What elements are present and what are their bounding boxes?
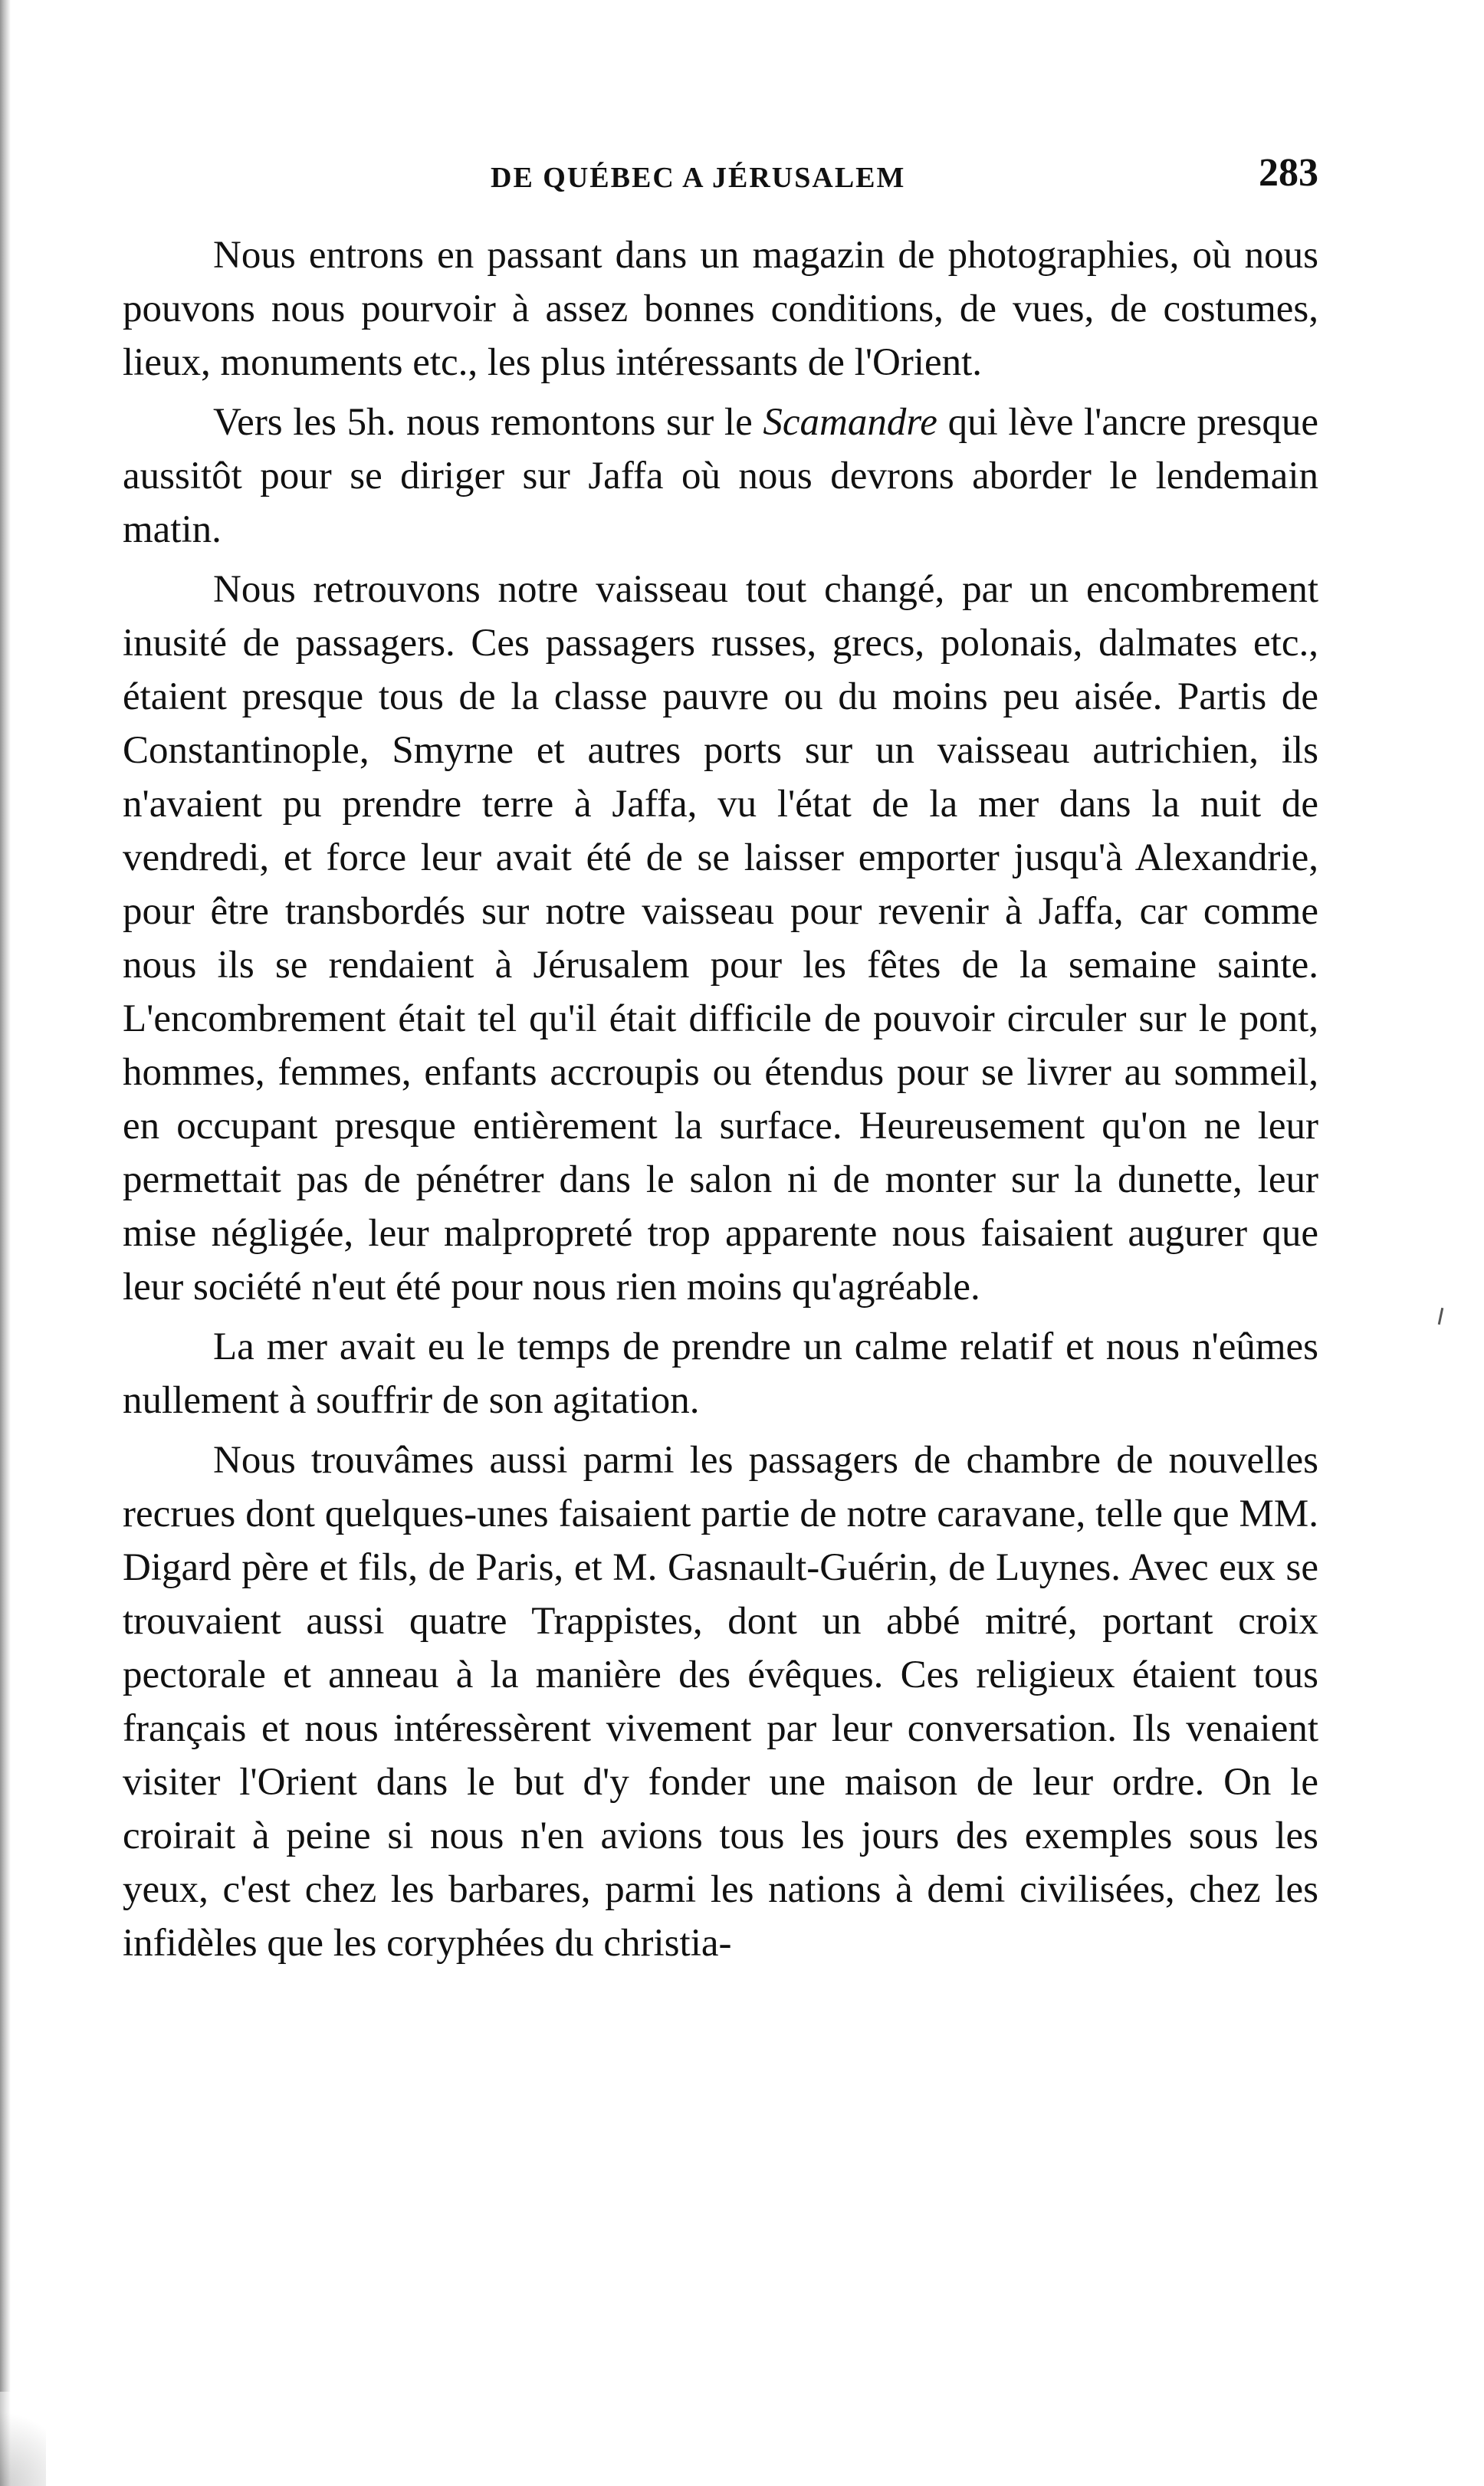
page-number: 283 <box>1259 151 1318 195</box>
paragraph: La mer avait eu le temps de prendre un calme relatif et nous n'eûmes nullement à souffrir de son agitation. <box>123 1325 1318 1422</box>
paragraph: Nous entrons en passant dans un magazin de photographies, où nous pouvons nous pourvoir à assez bonnes conditions, de vues, de costumes, lieux, monuments etc., les plus intéressants de l'Orient. <box>123 234 1318 384</box>
paragraph: Nous trouvâmes aussi parmi les passagers de chambre de nouvelles recrues dont quelques-unes faisaient partie de notre caravane, telle que MM. Digard père et fils, de Paris, et M. Gasnault-Guérin, de Luynes. Avec eux se trouvaient aussi quatre Trappistes, dont un abbé mitré, portant croix pectorale et anneau à la manière des évêques. Ces religieux étaient tous français et nous intéressèrent vivement par leur conversation. Ils venaient visiter l'Orient dans le but d'y fonder une maison de leur ordre. On le croirait à peine si nous n'en avions tous les jours des exemples sous les yeux, c'est chez les barbares, parmi les nations à demi civilisées, chez les infidèles que les coryphées du christia- <box>123 1439 1318 1965</box>
paragraph: Vers les 5h. nous remontons sur le Scamandre qui lève l'ancre presque aussitôt pour se diriger sur Jaffa où nous devrons aborder le lendemain matin. <box>123 401 1318 551</box>
page-header <box>123 150 1318 204</box>
body-text <box>123 228 1318 1976</box>
page-corner-smudge <box>0 2392 46 2486</box>
page-binding-edge <box>0 0 11 2486</box>
margin-mark <box>1438 1308 1444 1325</box>
running-head: DE QUÉBEC A JÉRUSALEM <box>491 162 906 194</box>
ship-name: Scamandre <box>763 401 937 444</box>
paragraph: Nous retrouvons notre vaisseau tout changé, par un encombrement inusité de passagers. Ces passagers russes, grecs, polonais, dalmates etc., étaient presque tous de la classe pauvre ou du moins peu aisée. Partis de Constantinople, Smyrne et autres ports sur un vaisseau autrichien, ils n'avaient pu prendre terre à Jaffa, vu l'état de la mer dans la nuit de vendredi, et force leur avait été de se laisser emporter jusqu'à Alexandrie, pour être transbordés sur notre vaisseau pour revenir à Jaffa, car comme nous ils se rendaient à Jérusalem pour les fêtes de la semaine sainte. L'encombrement était tel qu'il était difficile de pouvoir circuler sur le pont, hommes, femmes, enfants accroupis ou étendus pour se livrer au sommeil, en occupant presque entièrement la surface. Heureusement qu'on ne leur permettait pas de pénétrer dans le salon ni de monter sur la dunette, leur mise négligée, leur malpropreté trop apparente nous faisaient augurer que leur société n'eut été pour nous rien moins qu'agréable. <box>123 568 1318 1309</box>
